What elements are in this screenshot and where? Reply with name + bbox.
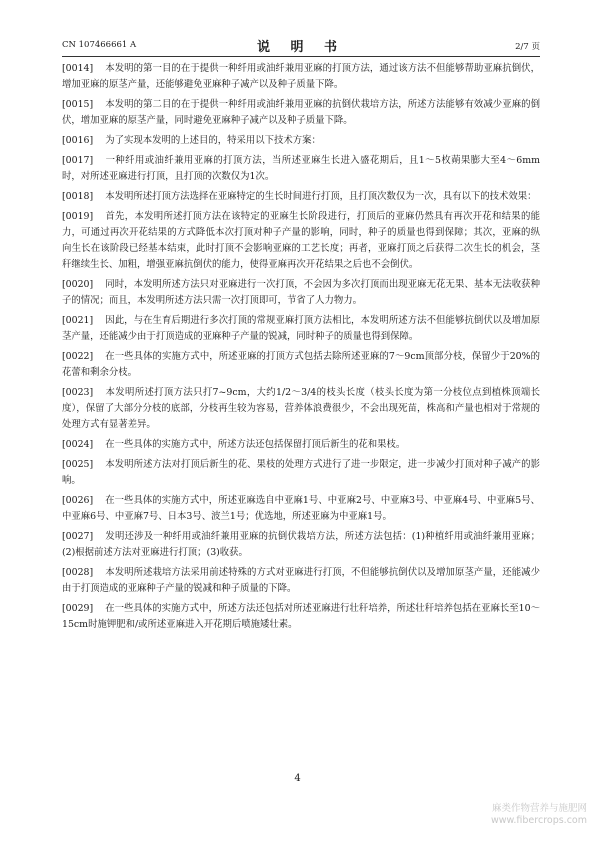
paragraph <box>62 153 540 185</box>
paragraph-number: [0018] <box>62 191 94 202</box>
watermark-site-name: 麻类作物营养与施肥网 <box>491 803 587 814</box>
paragraph-number: [0014] <box>62 63 94 74</box>
paragraph-text: 本发明所述栽培方法采用前述特殊的方式对亚麻进行打顶，不但能够抗倒伏以及增加原茎产量，还能减少由于打顶造成的亚麻种子产量的锐减和种子质量的下降。 <box>62 567 540 594</box>
header-rule <box>62 56 540 57</box>
paragraph-text: 在一些具体的实施方式中，所述亚麻选自中亚麻1号、中亚麻2号、中亚麻3号、中亚麻4号、中亚麻5号、中亚麻6号、中亚麻7号、日本3号、波兰1号；优选地，所述亚麻为中亚麻1号。 <box>62 495 540 522</box>
paragraph-text: 为了实现本发明的上述目的，特采用以下技术方案： <box>105 135 321 146</box>
paragraph-number: [0023] <box>62 387 94 398</box>
patent-number: CN 107466661 A <box>62 40 137 50</box>
paragraph-text: 本发明所述方法对打顶后新生的花、果枝的处理方式进行了进一步限定，进一步减少打顶对种子减产的影响。 <box>62 459 540 486</box>
paragraph-number: [0022] <box>62 351 94 362</box>
paragraph-text: 首先，本发明所述打顶方法在该特定的亚麻生长阶段进行，打顶后的亚麻仍然具有再次开花和结果的能力，可通过再次开花结果的方式降低本次打顶对种子产量的影响，同时，种子的质量也得到保障；其次，亚麻的纵向生长在该阶段已经基本结束，此时打顶不会影响亚麻的工艺长度；再者，亚麻打顶之后获得二次生长的机会，茎秆继续生长、加粗，增强亚麻抗倒伏的能力，使得亚麻再次开花结果之后也不会倒伏。 <box>62 211 540 270</box>
paragraph-text: 同时，本发明所述方法只对亚麻进行一次打顶，不会因为多次打顶而出现亚麻无花无果、基本无法收获种子的情况；而且，本发明所述方法只需一次打顶即可，节省了人力物力。 <box>62 279 540 306</box>
paragraph <box>62 61 540 93</box>
paragraph <box>62 97 540 129</box>
paragraph-text: 本发明的第一目的在于提供一种纤用或油纤兼用亚麻的打顶方法，通过该方法不但能够帮助亚麻抗倒伏，增加亚麻的原茎产量，还能够避免亚麻种子减产以及种子质量下降。 <box>62 63 540 90</box>
paragraph-number: [0016] <box>62 135 94 146</box>
paragraph-text: 在一些具体的实施方式中，所述方法还包括对所述亚麻进行壮秆培养，所述壮秆培养包括在亚麻长至10～15cm时施钾肥和/或所述亚麻进入开花期后喷施矮壮素。 <box>62 603 540 630</box>
paragraph-number: [0015] <box>62 99 94 110</box>
paragraph-number: [0029] <box>62 603 94 614</box>
paragraph <box>62 565 540 597</box>
paragraph <box>62 349 540 381</box>
paragraph <box>62 385 540 433</box>
paragraph <box>62 189 540 205</box>
page-indicator: 2/7 页 <box>515 42 540 52</box>
paragraph <box>62 277 540 309</box>
paragraph <box>62 209 540 273</box>
paragraph-number: [0027] <box>62 531 94 542</box>
paragraph-number: [0024] <box>62 439 94 450</box>
watermark <box>491 803 587 827</box>
paragraph-text: 本发明的第二目的在于提供一种纤用或油纤兼用亚麻的抗倒伏栽培方法，所述方法能够有效减少亚麻的倒伏，增加亚麻的原茎产量，同时避免亚麻种子减产以及种子质量下降。 <box>62 99 540 126</box>
paragraph-number: [0019] <box>62 211 94 222</box>
paragraph-text: 本发明所述打顶方法只打7~9cm，大约1/2～3/4的枝头长度（枝头长度为第一分枝位点到植株顶端长度），保留了大部分分枝的底部，分枝再生较为容易，营养体浪费很少，不会出现死苗，株高和产量也相对于常规的处理方式有显著差异。 <box>62 387 540 430</box>
paragraph-number: [0017] <box>62 155 94 166</box>
document-title: 说 明 书 <box>256 40 346 55</box>
description-body <box>62 61 540 637</box>
paragraph-text: 在一些具体的实施方式中，所述方法还包括保留打顶后新生的花和果枝。 <box>105 439 406 450</box>
paragraph-text: 一种纤用或油纤兼用亚麻的打顶方法，当所述亚麻生长进入盛花期后，且1～5枚蒴果膨大至4～6mm时，对所述亚麻进行打顶，且打顶的次数仅为1次。 <box>62 155 540 182</box>
paragraph-number: [0025] <box>62 459 94 470</box>
paragraph-text: 因此，与在生育后期进行多次打顶的常规亚麻打顶方法相比，本发明所述方法不但能够抗倒伏以及增加原茎产量，还能减少由于打顶造成的亚麻种子产量的锐减，同时种子的质量也得到保障。 <box>62 315 540 342</box>
paragraph <box>62 601 540 633</box>
paragraph-text: 本发明所述打顶方法选择在亚麻特定的生长时间进行打顶，且打顶次数仅为一次，具有以下的技术效果： <box>105 191 537 202</box>
paragraph-number: [0021] <box>62 315 94 326</box>
paragraph-number: [0020] <box>62 279 94 290</box>
paragraph <box>62 437 540 453</box>
paragraph <box>62 493 540 525</box>
paragraph-number: [0026] <box>62 495 94 506</box>
page-number: 4 <box>294 773 301 784</box>
page-header <box>62 36 540 54</box>
paragraph <box>62 529 540 561</box>
paragraph <box>62 133 540 149</box>
paragraph-text: 发明还涉及一种纤用或油纤兼用亚麻的抗倒伏栽培方法，所述方法包括：(1)种植纤用或油纤兼用亚麻；(2)根据前述方法对亚麻进行打顶；(3)收获。 <box>62 531 540 558</box>
paragraph-text: 在一些具体的实施方式中，所述亚麻的打顶方式包括去除所述亚麻的7～9cm顶部分枝，保留少于20%的花蕾和剩余分枝。 <box>62 351 540 378</box>
watermark-url: www.fibercrops.com <box>490 815 587 826</box>
paragraph <box>62 313 540 345</box>
paragraph <box>62 457 540 489</box>
paragraph-number: [0028] <box>62 567 94 578</box>
